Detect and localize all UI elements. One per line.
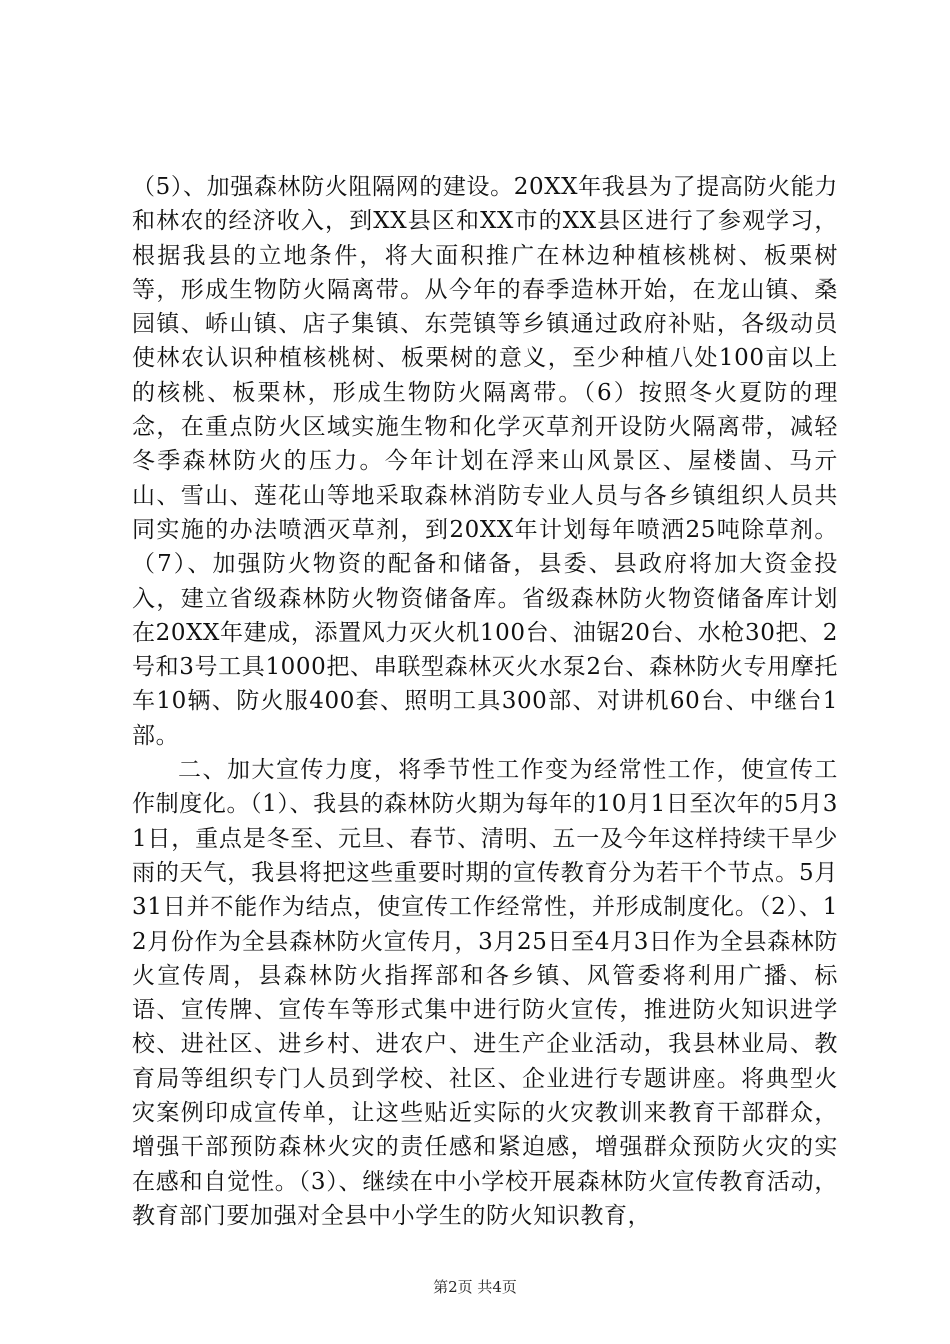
paragraph-publicity-campaign: 二、加大宣传力度，将季节性工作变为经常性工作，使宣传工作制度化。（1）、我县的森林防火期为每年的10月1日至次年的5月31日，重点是冬至、元旦、春节、清明、五一及今年这样持续干旱少雨的天气，我县将把这些重要时期的宣传教育分为若干个节点。5月31日并不能作为结点，使宣传工作经常性，并形成制度化。（2）、12月份作为全县森林防火宣传月，3月25日至4月3日作为全县森林防火宣传周，县森林防火指挥部和各乡镇、风管委将利用广播、标语、宣传牌、宣传车等形式集中进行防火宣传，推进防火知识进学校、进社区、进乡村、进农户、进生产企业活动，我县林业局、教育局等组织专门人员到学校、社区、企业进行专题讲座。将典型火灾案例印成宣传单，让这些贴近实际的火灾教训来教育干部群众，增强干部预防森林火灾的责任感和紧迫感，增强群众预防火灾的实在感和自觉性。（3）、继续在中小学校开展森林防火宣传教育活动，教育部门要加强对全县中小学生的防火知识教育，: [132, 757, 838, 1229]
page-footer: 第2页 共4页: [433, 1278, 517, 1296]
document-body: [132, 170, 838, 1233]
paragraph-fire-barrier-network: （5）、加强森林防火阻隔网的建设。20XX年我县为了提高防火能力和林农的经济收入，到XX县区和XX市的XX县区进行了参观学习，根据我县的立地条件，将大面积推广在林边种植核桃树、板栗树等，形成生物防火隔离带。从今年的春季造林开始，在龙山镇、桑园镇、峤山镇、店子集镇、东莞镇等乡镇通过政府补贴，各级动员使林农认识种植核桃树、板栗树的意义，至少种植八处100亩以上的核桃、板栗林，形成生物防火隔离带。（6）按照冬火夏防的理念，在重点防火区域实施生物和化学灭草剂开设防火隔离带，减轻冬季森林防火的压力。今年计划在浮来山风景区、屋楼崮、马亓山、雪山、莲花山等地采取森林消防专业人员与各乡镇组织人员共同实施的办法喷洒灭草剂，到20XX年计划每年喷洒25吨除草剂。（7）、加强防火物资的配备和储备，县委、县政府将加大资金投入，建立省级森林防火物资储备库。省级森林防火物资储备库计划在20XX年建成，添置风力灭火机100台、油锯20台、水枪30把、2号和3号工具1000把、串联型森林灭火水泵2台、森林防火专用摩托车10辆、防火服400套、照明工具300部、对讲机60台、中继台1部。: [132, 174, 838, 749]
